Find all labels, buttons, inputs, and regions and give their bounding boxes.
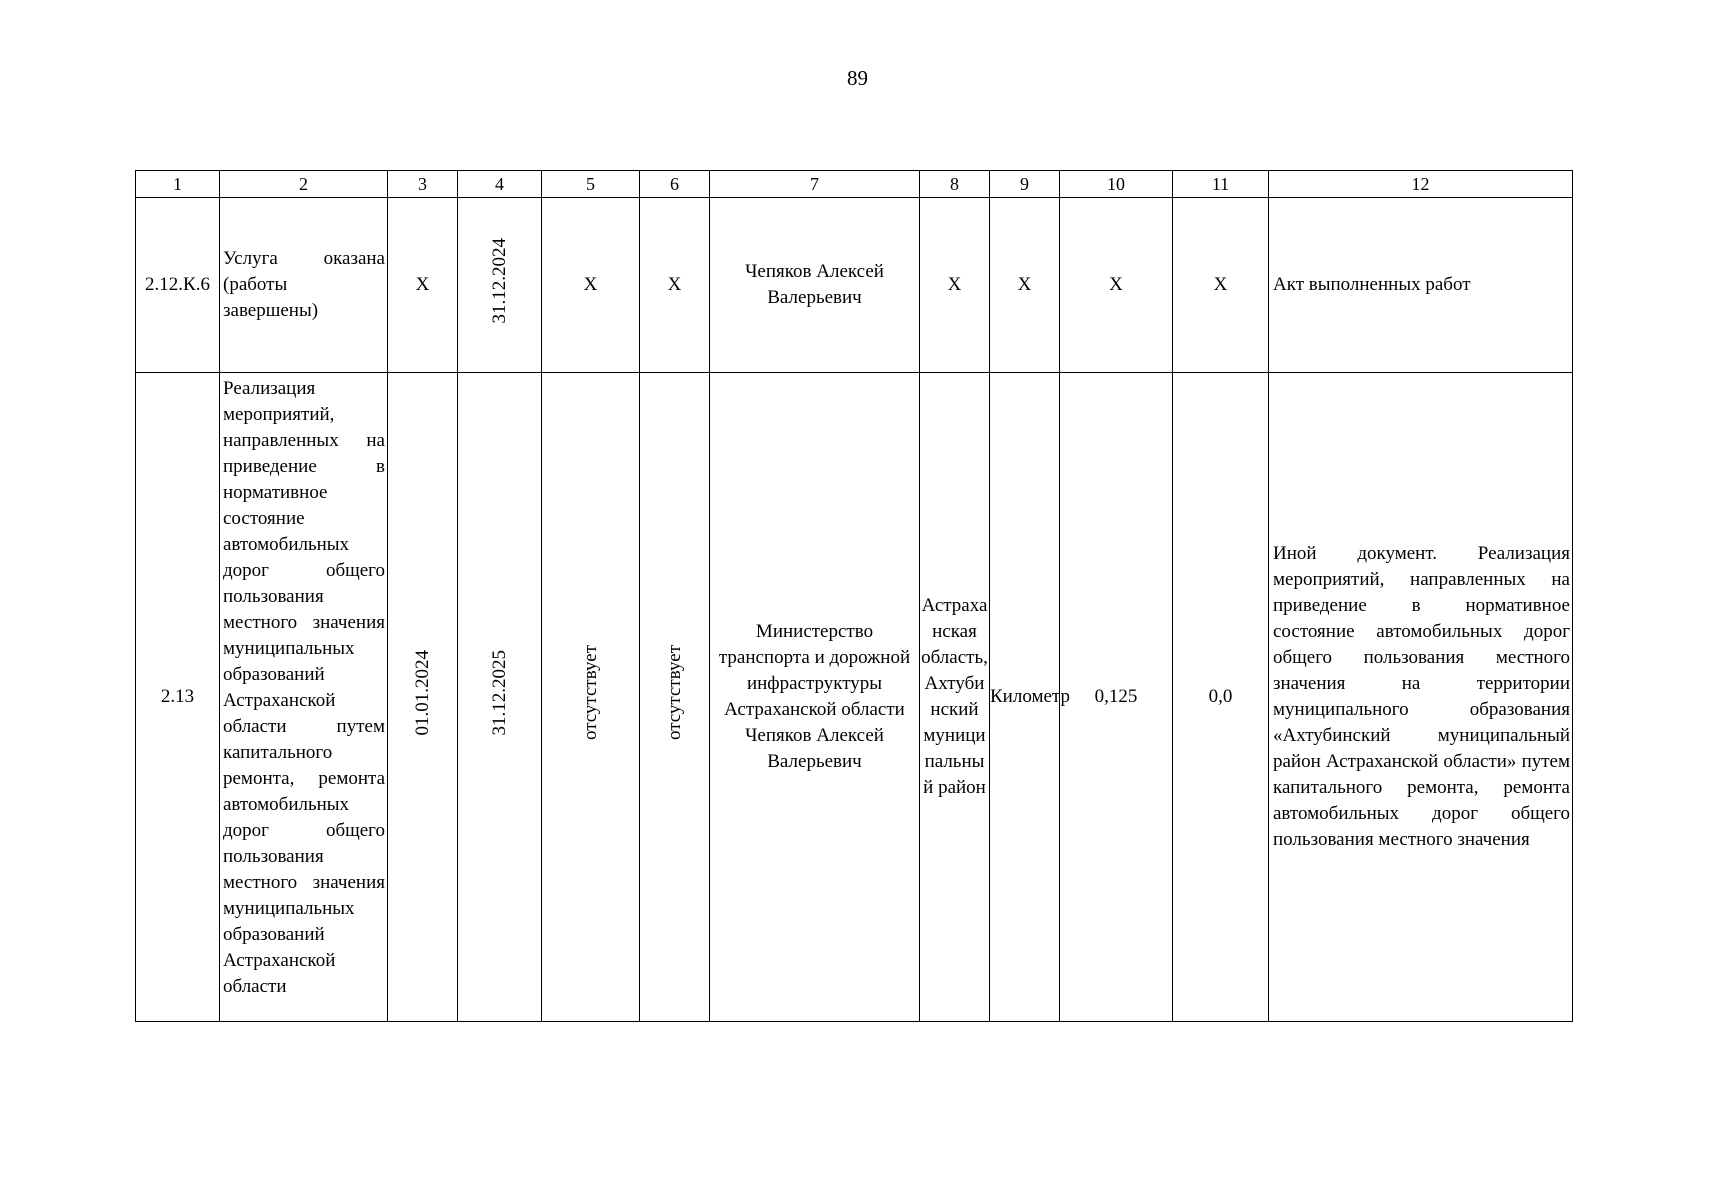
cell-6: X [640,198,710,373]
row-number-cell: 2.13 [136,373,220,1022]
header-cell: 9 [990,171,1060,198]
unit-cell: Километр [990,373,1060,1022]
header-cell: 8 [920,171,990,198]
cell-10: X [1060,198,1173,373]
responsible-cell [710,373,920,1022]
responsible-person-text: Чепяков Алексей Валерьевич [745,725,884,772]
end-date-text: 31.12.2025 [488,650,510,736]
header-cell: 11 [1173,171,1269,198]
table-row [136,373,1573,1022]
cell-4 [458,198,542,373]
header-row [136,171,1573,198]
header-cell: 6 [640,171,710,198]
document-cell: Иной документ. Реализация мероприятий, направленных на приведение в нормативное состояние автомобильных дорог общего пользования местного значения на территории муниципального образования «Ахтубинский муниципальный район Астраханской области» путем капитального ремонта, ремонта автомобильных дорог общего пользования местного значения [1269,373,1573,1022]
cell-3: X [388,198,458,373]
value-cell: 0,125 [1060,373,1173,1022]
header-cell: 2 [220,171,388,198]
start-date-text: 01.01.2024 [411,650,433,736]
absent-text: отсутствует [663,645,685,741]
cell-8: X [920,198,990,373]
row-number-cell: 2.12.К.6 [136,198,220,373]
table-row [136,198,1573,373]
cell-6 [640,373,710,1022]
description-cell: Услуга оказана (работы завершены) [220,198,388,373]
header-cell: 5 [542,171,640,198]
absent-text: отсутствует [579,645,601,741]
cell-11: X [1173,198,1269,373]
description-cell: Реализация мероприятий, направленных на приведение в нормативное состояние автомобильных дорог общего пользования местного значения муниципальных образований Астраханской области путем капитального ремонта, ремонта автомобильных дорог общего пользования местного значения муниципальных образований Астраханской области [220,373,388,1022]
cell-5 [542,373,640,1022]
header-cell: 4 [458,171,542,198]
header-cell: 1 [136,171,220,198]
document-cell: Акт выполненных работ [1269,198,1573,373]
header-cell: 12 [1269,171,1573,198]
header-cell: 7 [710,171,920,198]
cell-3 [388,373,458,1022]
location-cell: Астраханская область, Ахтубинский муниципальный район [920,373,990,1022]
page-number: 89 [847,66,868,90]
ministry-text: Министерство транспорта и дорожной инфраструктуры Астраханской области [718,621,911,720]
cell-9: X [990,198,1060,373]
header-cell: 3 [388,171,458,198]
cell-5: X [542,198,640,373]
data-table [135,170,1573,1022]
cell-4 [458,373,542,1022]
end-date-text: 31.12.2024 [488,238,510,324]
value-cell: 0,0 [1173,373,1269,1022]
responsible-cell: Чепяков Алексей Валерьевич [710,198,920,373]
header-cell: 10 [1060,171,1173,198]
